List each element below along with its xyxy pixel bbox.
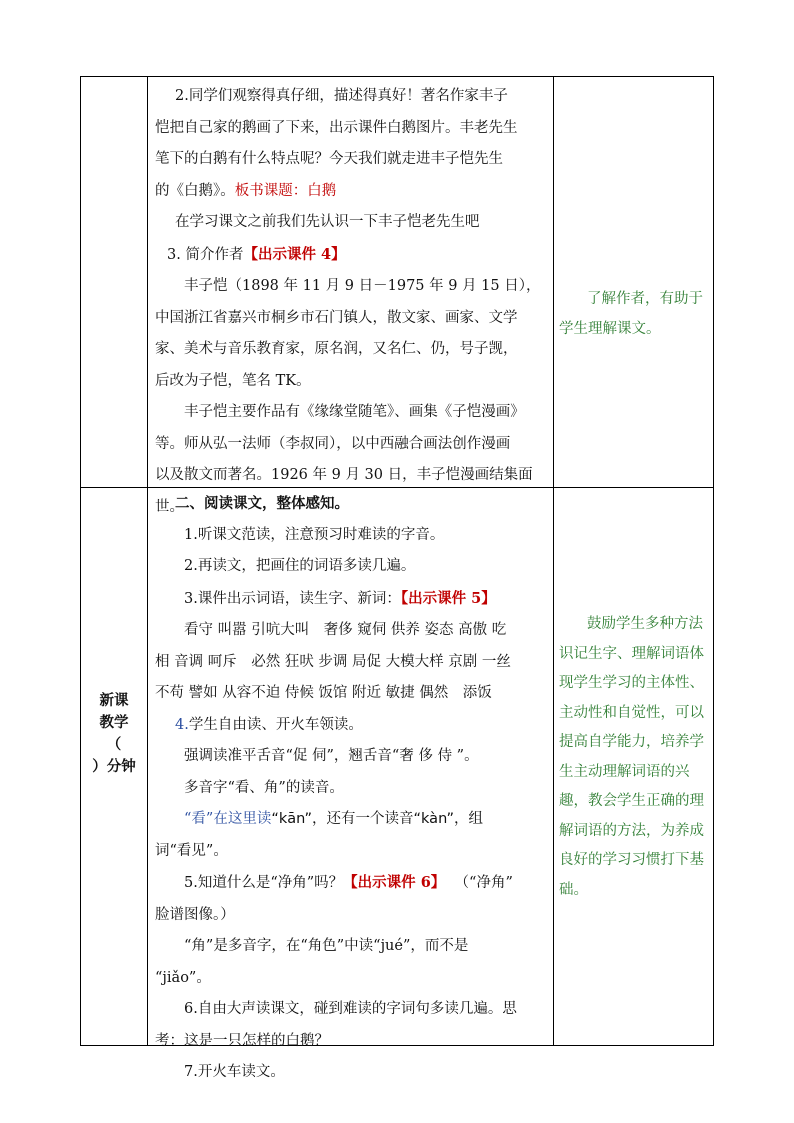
- text-line: 2.再读文，把画住的词语多读几遍。: [184, 558, 416, 574]
- vocab-line: 不苟 譬如 从容不迫 侍候 饭馆 附近 敏捷 偶然 添饭: [155, 685, 492, 701]
- text-line: “角”是多音字，在“角色”中读“jué”，而不是: [184, 938, 469, 954]
- new-lesson-content-cell: [147, 488, 553, 1080]
- text-line: 脸谱图像。）: [155, 906, 235, 923]
- intro-note-cell: [553, 77, 714, 487]
- text-line: 后改为子恺，笔名 TK。: [155, 372, 311, 389]
- new-lesson-row: [81, 488, 713, 1080]
- text-line: 5.知道什么是“净角”吗？【出示课件 6】 （“净角”: [184, 874, 513, 891]
- text-line: 4.学生自由读、开火车领读。: [175, 716, 363, 733]
- text-line: 6.自由大声读课文，碰到难读的字词句多读几遍。思: [184, 1001, 517, 1017]
- text-line: 丰子恺（1898 年 11 月 9 日－1975 年 9 月 15 日），: [184, 278, 541, 294]
- text-line: 等。师从弘一法师（李叔同），以中西融合画法创作漫画: [155, 435, 511, 452]
- text-line: 在学习课文之前我们先认识一下丰子恺老先生吧: [175, 214, 480, 230]
- text-line: 中国浙江省嘉兴市桐乡市石门镇人，散文家、画家、文学: [155, 309, 518, 326]
- text-line: 3.课件出示词语，读生字、新词：【出示课件 5】: [184, 589, 496, 607]
- text-line: 丰子恺主要作品有《缘缘堂随笔》、画集《子恺漫画》: [184, 404, 525, 420]
- intro-label-cell: [81, 77, 147, 487]
- courseware-ref: 【出示课件 6】: [343, 874, 446, 891]
- text-line: 词“看见”。: [155, 842, 228, 859]
- text-line: 的《白鹅》。板书课题：白鹅: [155, 182, 337, 199]
- section-label: 新课 教学 （ ）分钟: [92, 693, 136, 775]
- text-line: “看”在这里读“kān”，还有一个读音“kàn”，组: [184, 811, 483, 827]
- text-line: 以及散文而著名。1926 年 9 月 30 日，丰子恺漫画结集面: [155, 467, 533, 483]
- lesson-table: [80, 76, 714, 1080]
- new-lesson-note-cell: [553, 488, 714, 1045]
- courseware-ref: 【出示课件 4】: [243, 245, 346, 263]
- vocab-line: 看守 叫嚣 引吭大叫 奢侈 窥伺 供养 姿态 高傲 吃: [184, 622, 507, 638]
- board-title: 板书课题：白鹅: [234, 182, 337, 199]
- design-note: 了解作者，有助于学生理解课文。: [559, 291, 703, 337]
- text-line: 笔下的白鹅有什么特点呢？今天我们就走进丰子恺先生: [155, 151, 503, 167]
- text-line: 考：这是一只怎样的白鹅？: [155, 1032, 329, 1049]
- text-line: 家、美术与音乐教育家，原名润，又名仁、仍，号子觊，: [155, 341, 518, 357]
- text-line: 2.同学们观察得真仔细，描述得真好！著名作家丰子: [175, 88, 508, 104]
- courseware-ref: 【出示课件 5】: [400, 589, 496, 607]
- text-line: 1.听课文范读，注意预习时难读的字音。: [184, 526, 445, 543]
- text-line: 7.开火车读文。: [184, 1064, 285, 1080]
- text-line: 世。: [155, 498, 184, 515]
- text-line: 多音字“看、角”的读音。: [184, 779, 344, 796]
- vocab-line: 相 音调 呵斥 必然 狂吠 步调 局促 大模大样 京剧 一丝: [155, 653, 511, 670]
- text-line: 3. 简介作者【出示课件 4】: [167, 245, 346, 263]
- text-line: 恺把自己家的鹅画了下来，出示课件白鹅图片。丰老先生: [155, 119, 518, 136]
- text-line: 强调读准平舌音“促 伺”，翘舌音“奢 侈 侍 ”。: [184, 748, 479, 764]
- design-note: 鼓励学生多种方法识记生字、理解词语体现学生学习的主体性、主动性和自觉性，可以提高自学能力，培养学生主动理解词语的兴趣，教会学生正确的理解词语的方法，为养成良好的学习习惯打下基础。: [559, 616, 704, 898]
- text-line: “jiǎo”。: [155, 969, 211, 986]
- section-heading: 二、阅读课文，整体感知。: [175, 495, 349, 512]
